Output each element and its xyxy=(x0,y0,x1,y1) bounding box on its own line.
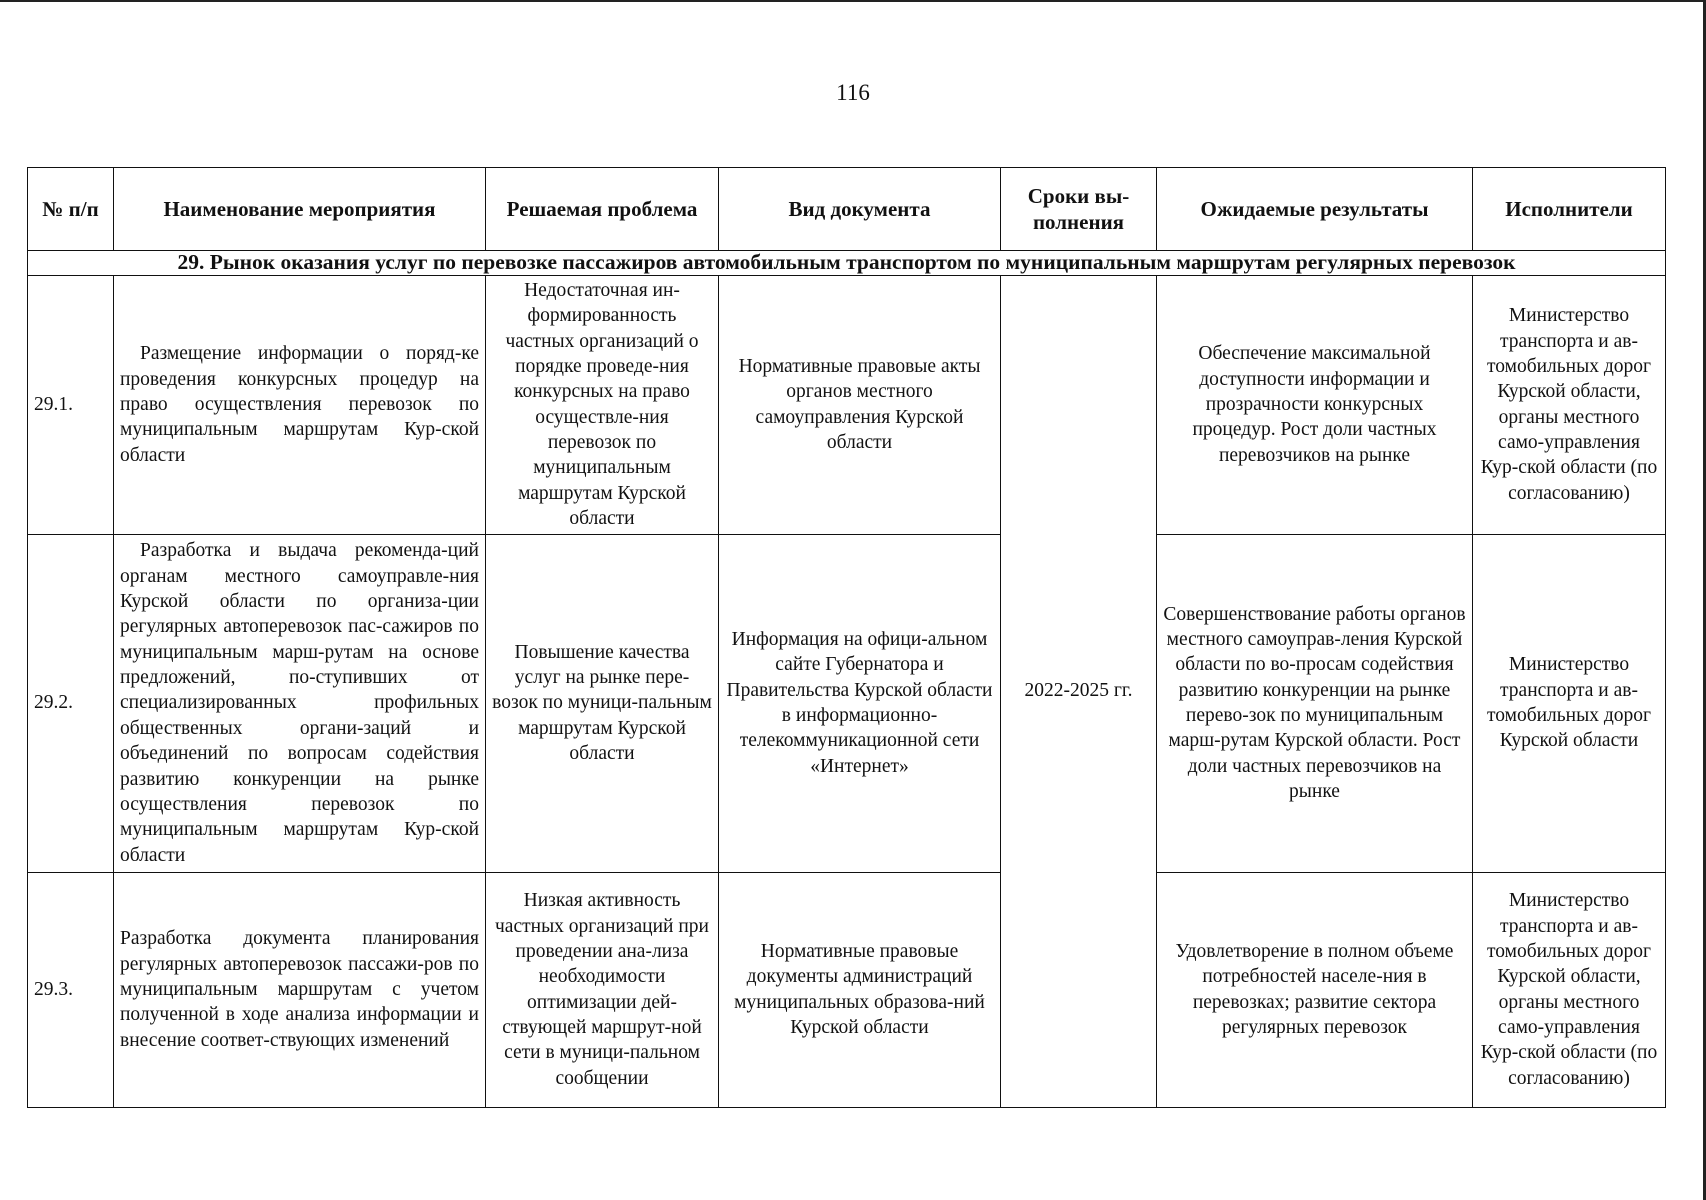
page-top-edge xyxy=(0,0,1706,2)
header-results: Ожидаемые результаты xyxy=(1157,168,1473,251)
row-problem: Повышение качества услуг на рынке пере-возок по муници-пальным маршрутам Курской области xyxy=(486,534,719,872)
row-num: 29.1. xyxy=(28,275,114,534)
row-doc-type: Нормативные правовые документы администраций муниципальных образова-ний Курской области xyxy=(719,872,1001,1107)
header-doc-type: Вид документа xyxy=(719,168,1001,251)
row-doc-type: Нормативные правовые акты органов местного самоуправления Курской области xyxy=(719,275,1001,534)
row-problem: Недостаточная ин-формированность частных организаций о порядке проведе-ния конкурсных на право осуществле-ния перевозок по муниципальным маршрутам Курской области xyxy=(486,275,719,534)
row-doc-type: Информация на офици-альном сайте Губернатора и Правительства Курской области в информационно-телекоммуникационной сети «Интернет» xyxy=(719,534,1001,872)
header-problem: Решаемая проблема xyxy=(486,168,719,251)
row-num: 29.3. xyxy=(28,872,114,1107)
page-number: 116 xyxy=(836,80,870,105)
table-header-row xyxy=(28,168,1666,251)
row-executors: Министерство транспорта и ав-томобильных дорог Курской области, органы местного само-управления Кур-ской области (по согласованию) xyxy=(1473,275,1666,534)
row-deadline: 2022-2025 гг. xyxy=(1001,275,1157,1107)
header-name: Наименование мероприятия xyxy=(114,168,486,251)
table-row xyxy=(28,872,1666,1107)
row-executors: Министерство транспорта и ав-томобильных дорог Курской области xyxy=(1473,534,1666,872)
row-executors: Министерство транспорта и ав-томобильных дорог Курской области, органы местного само-управления Кур-ской области (по согласованию) xyxy=(1473,872,1666,1107)
row-problem: Низкая активность частных организаций при проведении ана-лиза необходимости оптимизации дей-ствующей маршрут-ной сети в муници-пальном сообщении xyxy=(486,872,719,1107)
section-title: 29. Рынок оказания услуг по перевозке пассажиров автомобильным транспортом по муниципальным маршрутам регулярных перевозок xyxy=(28,251,1666,276)
header-executors: Исполнители xyxy=(1473,168,1666,251)
header-deadline: Сроки вы-полнения xyxy=(1001,168,1157,251)
row-name: Разработка и выдача рекоменда-ций органам местного самоуправле-ния Курской области по организа-ции регулярных автоперевозок пас-сажиров по муниципальным марш-рутам на основе предложений, по-ступивших от специализированных профильных общественных органи-заций и объединений по вопросам содействия развитию конкуренции на рынке осуществления перевозок по муниципальным маршрутам Кур-ской области xyxy=(114,534,486,872)
row-results: Удовлетворение в полном объеме потребностей населе-ния в перевозках; развитие сектора регулярных перевозок xyxy=(1157,872,1473,1107)
row-name: Разработка документа планирования регулярных автоперевозок пассажи-ров по муниципальным маршрутам с учетом полученной в ходе анализа информации и внесение соответ-ствующих изменений xyxy=(114,872,486,1107)
action-plan-table xyxy=(27,167,1666,1108)
section-row xyxy=(28,251,1666,276)
header-num: № п/п xyxy=(28,168,114,251)
row-results: Совершенствование работы органов местного самоуправ-ления Курской области по во-просам содействия развитию конкуренции на рынке перево-зок по муниципальным марш-рутам Курской области. Рост доли частных перевозчиков на рынке xyxy=(1157,534,1473,872)
row-results: Обеспечение максимальной доступности информации и прозрачности конкурсных процедур. Рост доли частных перевозчиков на рынке xyxy=(1157,275,1473,534)
row-num: 29.2. xyxy=(28,534,114,872)
table-row xyxy=(28,534,1666,872)
table-row xyxy=(28,275,1666,534)
row-name: Размещение информации о поряд-ке проведения конкурсных процедур на право осуществления перевозок по муниципальным маршрутам Кур-ской области xyxy=(114,275,486,534)
